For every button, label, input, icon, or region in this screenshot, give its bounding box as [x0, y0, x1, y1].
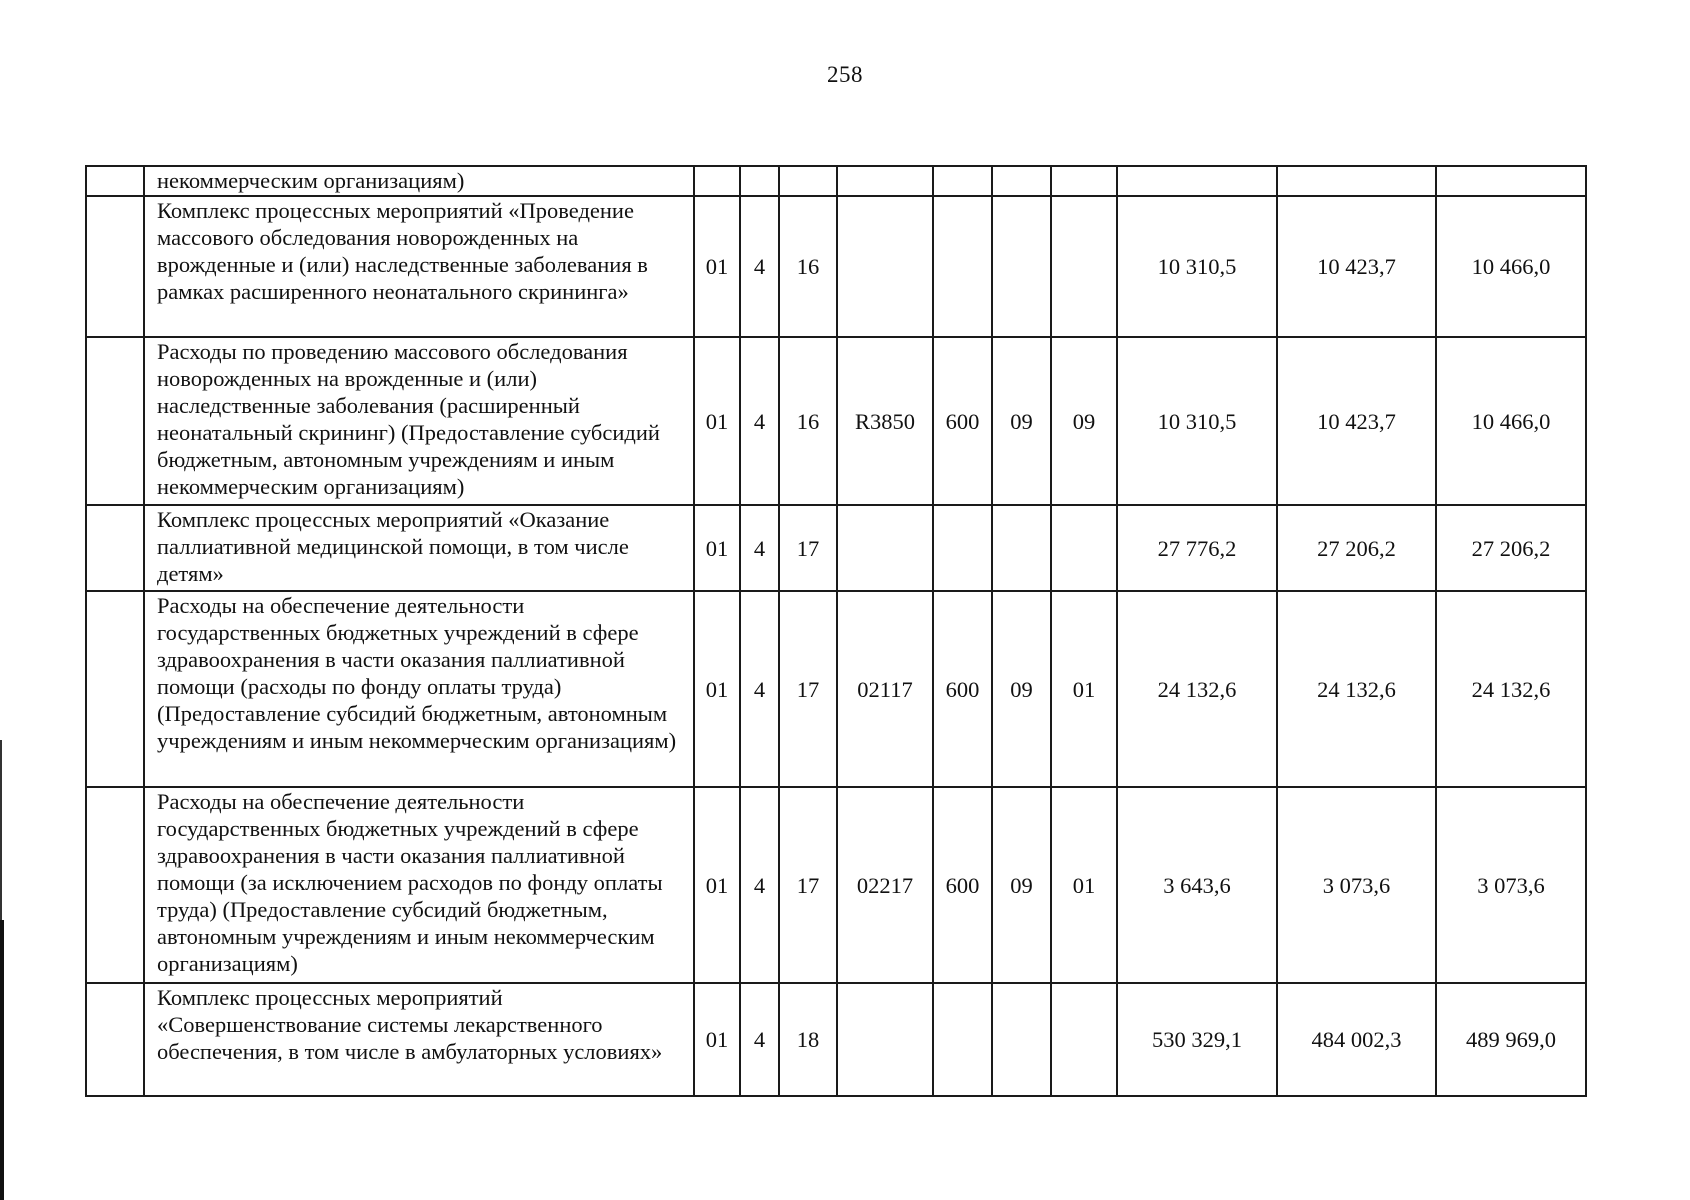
direction-code-cell: [837, 196, 933, 337]
pr-code-cell: [1051, 983, 1117, 1096]
direction-code-cell: [837, 505, 933, 591]
budget-table: [85, 165, 1587, 1097]
direction-code-cell: R3850: [837, 337, 933, 505]
scan-edge-line: [0, 740, 2, 920]
complex-code-cell: 16: [779, 196, 837, 337]
table-row: [86, 787, 1586, 983]
pr-code-cell: [1051, 505, 1117, 591]
table-row: [86, 983, 1586, 1096]
year2-amount-cell: 24 132,6: [1277, 591, 1436, 787]
row-number-cell: [86, 166, 144, 196]
complex-code-cell: [779, 166, 837, 196]
gp-code-cell: [694, 166, 740, 196]
year1-amount-cell: 10 310,5: [1117, 196, 1277, 337]
year2-amount-cell: 484 002,3: [1277, 983, 1436, 1096]
year2-amount-cell: 27 206,2: [1277, 505, 1436, 591]
year3-amount-cell: [1436, 166, 1586, 196]
gp-code-cell: 01: [694, 983, 740, 1096]
scan-edge-bar: [0, 920, 4, 1200]
table-row: [86, 591, 1586, 787]
year1-amount-cell: 10 310,5: [1117, 337, 1277, 505]
direction-code-cell: 02217: [837, 787, 933, 983]
pr-code-cell: [1051, 166, 1117, 196]
complex-code-cell: 17: [779, 505, 837, 591]
rz-code-cell: 09: [992, 337, 1051, 505]
pr-code-cell: 09: [1051, 337, 1117, 505]
year3-amount-cell: 10 466,0: [1436, 337, 1586, 505]
subprogram-code-cell: [740, 166, 779, 196]
year1-amount-cell: 24 132,6: [1117, 591, 1277, 787]
row-number-cell: [86, 983, 144, 1096]
subprogram-code-cell: 4: [740, 787, 779, 983]
year2-amount-cell: 10 423,7: [1277, 337, 1436, 505]
row-number-cell: [86, 787, 144, 983]
vr-code-cell: 600: [933, 591, 992, 787]
vr-code-cell: 600: [933, 787, 992, 983]
year1-amount-cell: 530 329,1: [1117, 983, 1277, 1096]
pr-code-cell: 01: [1051, 787, 1117, 983]
row-number-cell: [86, 591, 144, 787]
rz-code-cell: [992, 983, 1051, 1096]
year3-amount-cell: 3 073,6: [1436, 787, 1586, 983]
table-row: [86, 166, 1586, 196]
complex-code-cell: 17: [779, 591, 837, 787]
vr-code-cell: [933, 983, 992, 1096]
rz-code-cell: [992, 166, 1051, 196]
year3-amount-cell: 10 466,0: [1436, 196, 1586, 337]
pr-code-cell: 01: [1051, 591, 1117, 787]
row-number-cell: [86, 196, 144, 337]
description-cell: Комплекс процессных мероприятий «Проведение массового обследования новорожденных на врожденные и (или) наследственные заболевания в рамках расширенного неонатального скрининга»: [144, 196, 694, 337]
vr-code-cell: [933, 196, 992, 337]
rz-code-cell: 09: [992, 591, 1051, 787]
rz-code-cell: [992, 505, 1051, 591]
year1-amount-cell: 27 776,2: [1117, 505, 1277, 591]
subprogram-code-cell: 4: [740, 505, 779, 591]
description-cell: Расходы на обеспечение деятельности государственных бюджетных учреждений в сфере здравоохранения в части оказания паллиативной помощи (расходы по фонду оплаты труда) (Предоставление субсидий бюджетным, автономным учреждениям и иным некоммерческим организациям): [144, 591, 694, 787]
complex-code-cell: 17: [779, 787, 837, 983]
year2-amount-cell: [1277, 166, 1436, 196]
year3-amount-cell: 27 206,2: [1436, 505, 1586, 591]
gp-code-cell: 01: [694, 337, 740, 505]
direction-code-cell: [837, 983, 933, 1096]
gp-code-cell: 01: [694, 505, 740, 591]
description-cell: некоммерческим организациям): [144, 166, 694, 196]
year3-amount-cell: 489 969,0: [1436, 983, 1586, 1096]
description-cell: Комплекс процессных мероприятий «Оказание паллиативной медицинской помощи, в том числе детям»: [144, 505, 694, 591]
year2-amount-cell: 10 423,7: [1277, 196, 1436, 337]
pr-code-cell: [1051, 196, 1117, 337]
year2-amount-cell: 3 073,6: [1277, 787, 1436, 983]
description-cell: Комплекс процессных мероприятий «Совершенствование системы лекарственного обеспечения, в том числе в амбулаторных условиях»: [144, 983, 694, 1096]
direction-code-cell: [837, 166, 933, 196]
gp-code-cell: 01: [694, 196, 740, 337]
complex-code-cell: 18: [779, 983, 837, 1096]
subprogram-code-cell: 4: [740, 196, 779, 337]
gp-code-cell: 01: [694, 591, 740, 787]
rz-code-cell: [992, 196, 1051, 337]
row-number-cell: [86, 337, 144, 505]
vr-code-cell: [933, 166, 992, 196]
year1-amount-cell: [1117, 166, 1277, 196]
row-number-cell: [86, 505, 144, 591]
table-row: [86, 505, 1586, 591]
description-cell: Расходы по проведению массового обследования новорожденных на врожденные и (или) наследственные заболевания (расширенный неонатальный скрининг) (Предоставление субсидий бюджетным, автономным учреждениям и иным некоммерческим организациям): [144, 337, 694, 505]
description-cell: Расходы на обеспечение деятельности государственных бюджетных учреждений в сфере здравоохранения в части оказания паллиативной помощи (за исключением расходов по фонду оплаты труда) (Предоставление субсидий бюджетным, автономным учреждениям и иным некоммерческим организациям): [144, 787, 694, 983]
subprogram-code-cell: 4: [740, 591, 779, 787]
direction-code-cell: 02117: [837, 591, 933, 787]
year3-amount-cell: 24 132,6: [1436, 591, 1586, 787]
vr-code-cell: [933, 505, 992, 591]
subprogram-code-cell: 4: [740, 983, 779, 1096]
complex-code-cell: 16: [779, 337, 837, 505]
year1-amount-cell: 3 643,6: [1117, 787, 1277, 983]
rz-code-cell: 09: [992, 787, 1051, 983]
table-row: [86, 337, 1586, 505]
subprogram-code-cell: 4: [740, 337, 779, 505]
gp-code-cell: 01: [694, 787, 740, 983]
vr-code-cell: 600: [933, 337, 992, 505]
page-number: 258: [827, 62, 863, 87]
table-row: [86, 196, 1586, 337]
